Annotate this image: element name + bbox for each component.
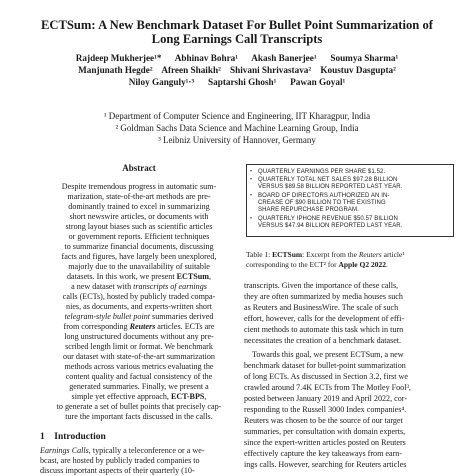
abstract-line: or government reports. Efficient techniques xyxy=(68,232,210,241)
table-caption-line-2 xyxy=(246,260,388,270)
body-line: summaries, per consultation with domain experts, xyxy=(244,427,406,436)
italic-text: telegram-style bullet point xyxy=(64,312,151,321)
text-span: summaries derived xyxy=(150,312,214,321)
abstract-line: our dataset with state-of-the-art summarization xyxy=(63,352,215,361)
text-span: Table 1: xyxy=(246,250,273,259)
author-name: Saptarshi Ghosh¹ xyxy=(208,77,277,87)
intro-line xyxy=(40,446,238,456)
bullet-icon: • xyxy=(250,169,253,175)
intro-line: bcast, are hosted by publicly traded companies to xyxy=(40,456,200,465)
body-line: cient methods to automate this task which in turn xyxy=(244,325,404,334)
author-name: Rajdeep Mukherjee¹* xyxy=(75,53,162,63)
author-name: Abhinav Bohra¹ xyxy=(174,53,239,63)
body-line: since the expert-written articles posted on Reuters xyxy=(244,438,406,447)
body-line: ings calls. However, searching for Reuters articles xyxy=(244,460,407,469)
author-name: Akash Banerjee¹ xyxy=(251,53,317,63)
abstract-line xyxy=(40,282,238,292)
text-span: . xyxy=(385,260,388,269)
body-line: benchmark dataset for bullet-point summarization xyxy=(244,361,406,370)
summary-item: QUARTERLY EARNINGS PER SHARE $1.52. xyxy=(258,169,386,175)
affiliation-2: ² Goldman Sachs Data Science and Machine Learning Group, India xyxy=(115,123,359,133)
abstract-line: to summarize financial documents, discussing xyxy=(64,242,214,251)
abstract-line: Despite tremendous progress in automatic sum- xyxy=(61,182,217,191)
section-heading-introduction xyxy=(40,432,106,442)
body-line: responding to the Russell 3000 Index companies⁴. xyxy=(244,405,407,414)
abstract-line: marization, state-of-the-art methods are pre- xyxy=(67,192,211,201)
italic-text: transcripts of earnings xyxy=(133,282,207,291)
section-number: 1 xyxy=(40,432,45,442)
body-line: Towards this goal, we present ECTSum, a new xyxy=(252,350,404,359)
body-line: necessitates the creation of a benchmark dataset. xyxy=(244,336,402,345)
italic-text: Reuters xyxy=(358,250,382,259)
method-name: ECT-BPS xyxy=(170,392,205,401)
abstract-line xyxy=(40,322,238,332)
text-span: , xyxy=(209,272,212,281)
abstract-line: calls (ECTs), hosted by publicly traded compa- xyxy=(62,292,216,301)
abstract-line: strong layout biases such as scientific articles xyxy=(65,222,213,231)
summary-item: QUARTERLY IPHONE REVENUE $50.57 BILLION xyxy=(258,216,398,222)
body-line: they are often summarized by media houses such xyxy=(244,292,403,301)
affiliation-1: ¹ Department of Computer Science and Engineering, IIT Kharagpur, India xyxy=(103,111,371,121)
text-span: corresponding to the ECT² for xyxy=(246,260,339,269)
author-name: Niloy Ganguly¹·³ xyxy=(128,77,195,87)
reuters-text: Reuters xyxy=(129,322,156,331)
summary-item: CREASE OF $90 BILLION TO THE EXISTING xyxy=(258,200,386,206)
body-line: Reuters was chosen to be the source of our target xyxy=(244,416,403,425)
author-name: Koustuv Dasgupta² xyxy=(320,65,396,75)
body-line: posted between January 2019 and April 2022, cor- xyxy=(244,394,408,403)
dataset-name: ECTSum xyxy=(272,250,303,259)
author-line-1 xyxy=(0,53,474,64)
table-caption-line-1 xyxy=(246,250,405,260)
italic-text: Earnings Calls xyxy=(40,446,89,455)
bullet-icon: • xyxy=(250,193,253,199)
abstract-line: majorly due to the unavailability of suitable xyxy=(68,262,210,271)
abstract-line: short newswire articles, or documents with xyxy=(69,212,209,221)
abstract-line: scribed length limit or format. We benchmark xyxy=(65,342,213,351)
paper-title-line-1: ECTSum: A New Benchmark Dataset For Bullet Point Summarization of xyxy=(41,18,433,32)
author-name: Soumya Sharma¹ xyxy=(330,53,399,63)
text-span: datasets. In this work, we present xyxy=(66,272,177,281)
summary-item: BOARD OF DIRECTORS AUTHORIZED AN IN- xyxy=(258,193,390,199)
abstract-line: ture the important facts discussed in the calls. xyxy=(65,412,213,421)
author-name: Pawan Goyal¹ xyxy=(290,77,346,87)
text-span: , typically a teleconference or a we- xyxy=(88,446,205,455)
abstract-line: generated summaries. Finally, we present a xyxy=(69,382,209,391)
abstract-line: to generate a set of bullet points that precisely cap- xyxy=(56,402,222,411)
text-span: , xyxy=(204,392,207,401)
summary-item: VERSUS $89.58 BILLION REPORTED LAST YEAR. xyxy=(258,184,403,190)
affiliation-3: ³ Leibniz University of Hannover, Germany xyxy=(158,135,316,145)
section-title: Introduction xyxy=(54,432,106,442)
bullet-icon: • xyxy=(250,177,253,183)
bullet-icon: • xyxy=(250,216,253,222)
paper-title-line-2: Long Earnings Call Transcripts xyxy=(151,32,323,46)
abstract-heading: Abstract xyxy=(122,163,156,173)
abstract-line: nies, as documents, and experts-written short xyxy=(66,302,212,311)
summary-item: QUARTERLY TOTAL NET SALES $97.28 BILLION xyxy=(258,177,398,183)
abstract-line: dominantly trained to excel in summarizing xyxy=(68,202,210,211)
author-line-2 xyxy=(0,65,474,76)
intro-line: discuss important aspects of their quarterly (10- xyxy=(40,466,195,475)
dataset-name: ECTSum xyxy=(176,272,210,281)
abstract-line: long unstructured documents without any pre- xyxy=(64,332,214,341)
summary-item: VERSUS $47.94 BILLION REPORTED LAST YEAR. xyxy=(258,223,403,229)
abstract-line: methods across various metrics evaluating the xyxy=(64,362,214,371)
abstract-line xyxy=(40,312,238,322)
body-line: as Reuters and BusinessWire. The scale of such xyxy=(244,303,399,312)
text-span: a new dataset with xyxy=(71,282,134,291)
abstract-line xyxy=(40,272,238,282)
abstract-line xyxy=(40,392,238,402)
quarter-label: Apple Q2 2022 xyxy=(338,260,386,269)
author-name: Afreen Shaikh² xyxy=(161,65,221,75)
body-line: effectively capture the key takeaways from earn- xyxy=(244,449,403,458)
author-line-3 xyxy=(0,77,474,88)
body-line: effort, however, calls for the development of effi- xyxy=(244,314,405,323)
text-span: from corresponding xyxy=(63,322,130,331)
text-span: article¹ xyxy=(381,250,405,259)
text-span: : Excerpt from the xyxy=(302,250,359,259)
text-span: articles. ECTs are xyxy=(155,322,215,331)
text-span: simple yet effective approach, xyxy=(71,392,171,401)
abstract-line: content quality and factual consistency of the xyxy=(65,372,213,381)
summary-item: SHARE REPURCHASE PROGRAM. xyxy=(258,207,359,213)
abstract-line: facts and figures, have largely been unexplored, xyxy=(61,252,217,261)
body-line: crawled around 7.4K ECTs from The Motley Fool³, xyxy=(244,383,411,392)
author-name: Shivani Shrivastava² xyxy=(230,65,312,75)
body-line: transcripts. Given the importance of these calls, xyxy=(244,281,399,290)
body-line: of long ECTs. As discussed in Section 3.2, first we xyxy=(244,372,408,381)
author-name: Manjunath Hegde² xyxy=(78,65,153,75)
